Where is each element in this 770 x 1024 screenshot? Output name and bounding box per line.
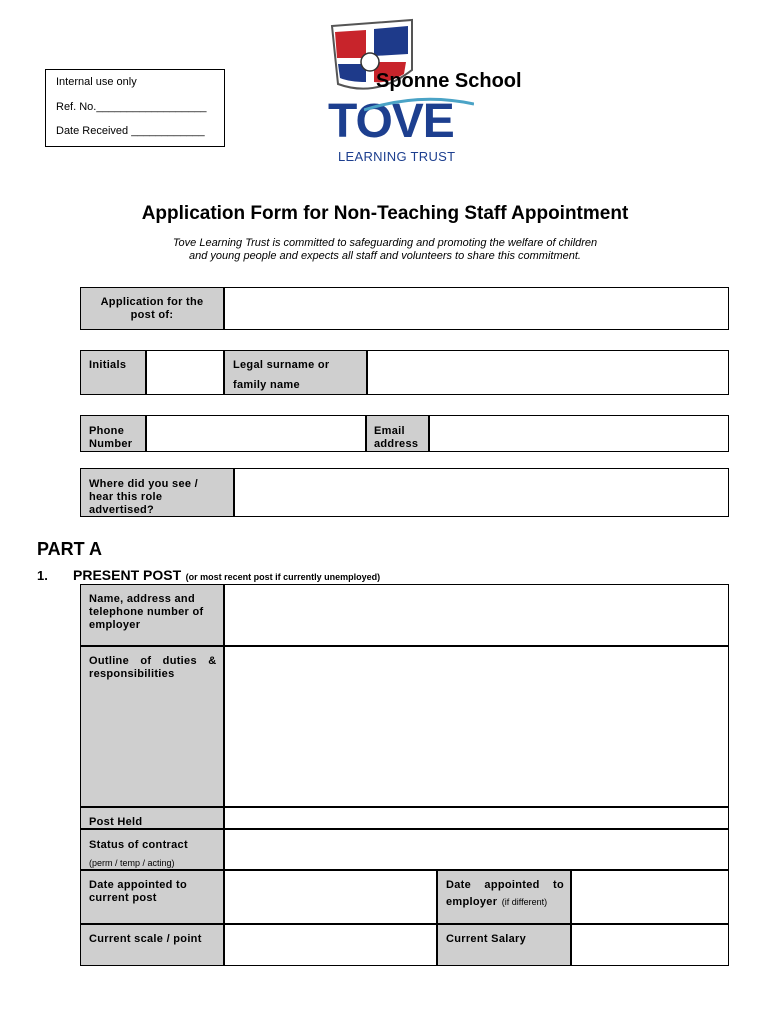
surname-label-line-2: family name (233, 379, 300, 391)
duties-label-line-2: responsibilities (89, 668, 175, 680)
employer-label-line-2: telephone number of (89, 606, 204, 618)
section-title-text: PRESENT POST (73, 567, 182, 583)
employer-label-line-3: employer (89, 619, 141, 631)
ref-number-field[interactable]: Ref. No.__________________ (56, 101, 207, 113)
form-title: Application Form for Non-Teaching Staff Appointment (141, 203, 629, 224)
safeguarding-statement-line-2: and young people and expects all staff and volunteers to share this commitment. (189, 250, 581, 262)
date-post-label-cell (81, 871, 223, 923)
email-label-cell (367, 416, 428, 451)
email-input[interactable] (430, 416, 728, 451)
surname-input[interactable] (368, 351, 728, 394)
date-received-field[interactable]: Date Received ____________ (56, 125, 205, 137)
initials-input[interactable] (147, 351, 223, 394)
salary-label: Current Salary (446, 933, 527, 945)
post-applied-label-cell (81, 288, 223, 329)
initials-label: Initials (89, 359, 127, 371)
phone-input[interactable] (147, 416, 365, 451)
date-post-label-line-1: Date appointed to (89, 879, 187, 891)
trust-logo-wordmark: TOVE (328, 95, 454, 148)
advert-source-row (80, 468, 729, 517)
initials-label-cell (81, 351, 145, 394)
date-post-label-line-2: current post (89, 892, 157, 904)
status-label: Status of contract (89, 839, 188, 851)
advert-source-label-cell (81, 469, 233, 516)
part-a-heading: PART A (37, 539, 102, 559)
surname-label-line-1: Legal surname or (233, 359, 330, 371)
scale-input[interactable] (225, 925, 436, 965)
advert-source-label-line-2: hear this role (89, 491, 163, 503)
status-note: (perm / temp / acting) (89, 858, 175, 868)
scale-label: Current scale / point (89, 933, 202, 945)
duties-label-line-1: Outline of duties & (89, 655, 217, 667)
phone-label-line-1: Phone (89, 425, 125, 437)
crest-red-quarter (335, 30, 366, 58)
surname-label-cell (225, 351, 366, 394)
post-held-input[interactable] (225, 808, 728, 828)
salary-label-cell (438, 925, 570, 965)
advert-source-label-line-3: advertised? (89, 504, 155, 516)
school-name: Sponne School (376, 70, 522, 92)
trust-logo-swoosh (364, 96, 474, 116)
internal-use-box (45, 69, 225, 147)
section-number: 1. (37, 568, 48, 583)
date-employer-label-line-2-wrap (438, 892, 570, 910)
trust-logo (328, 96, 478, 168)
post-held-label: Post Held (89, 816, 143, 828)
phone-label-line-2: Number (89, 438, 133, 450)
section-title-note: (or most recent post if currently unemployed) (185, 572, 381, 582)
scale-label-cell (81, 925, 223, 965)
date-employer-input[interactable] (572, 871, 728, 923)
section-title (73, 567, 380, 585)
date-employer-label-line-1: Date appointed to (446, 879, 564, 891)
internal-use-title: Internal use only (56, 76, 137, 88)
contact-row (80, 415, 729, 452)
advert-source-label-line-1: Where did you see / (89, 478, 199, 490)
date-employer-label-line-2: employer (446, 896, 498, 908)
email-label-line-2: address (374, 438, 419, 450)
duties-input[interactable] (225, 647, 728, 805)
crest-emblem (361, 53, 379, 71)
employer-label-line-1: Name, address and (89, 593, 195, 605)
name-row (80, 350, 729, 395)
email-label-line-1: Email (374, 425, 405, 437)
post-applied-row (80, 287, 729, 330)
date-employer-note: (if different) (501, 897, 548, 907)
advert-source-input[interactable] (235, 469, 728, 516)
salary-input[interactable] (572, 925, 728, 965)
date-employer-label-cell (438, 871, 570, 923)
status-input[interactable] (225, 830, 728, 869)
phone-label-cell (81, 416, 145, 451)
employer-input[interactable] (225, 585, 728, 645)
post-applied-input[interactable] (225, 288, 728, 329)
safeguarding-statement-line-1: Tove Learning Trust is committed to safeguarding and promoting the welfare of children (172, 237, 598, 249)
crest-blue-quarter (374, 26, 408, 56)
present-post-table (80, 584, 729, 966)
date-post-input[interactable] (225, 871, 436, 923)
trust-logo-subtitle: LEARNING TRUST (338, 149, 456, 164)
post-applied-label: Application for the post of: (100, 296, 204, 321)
